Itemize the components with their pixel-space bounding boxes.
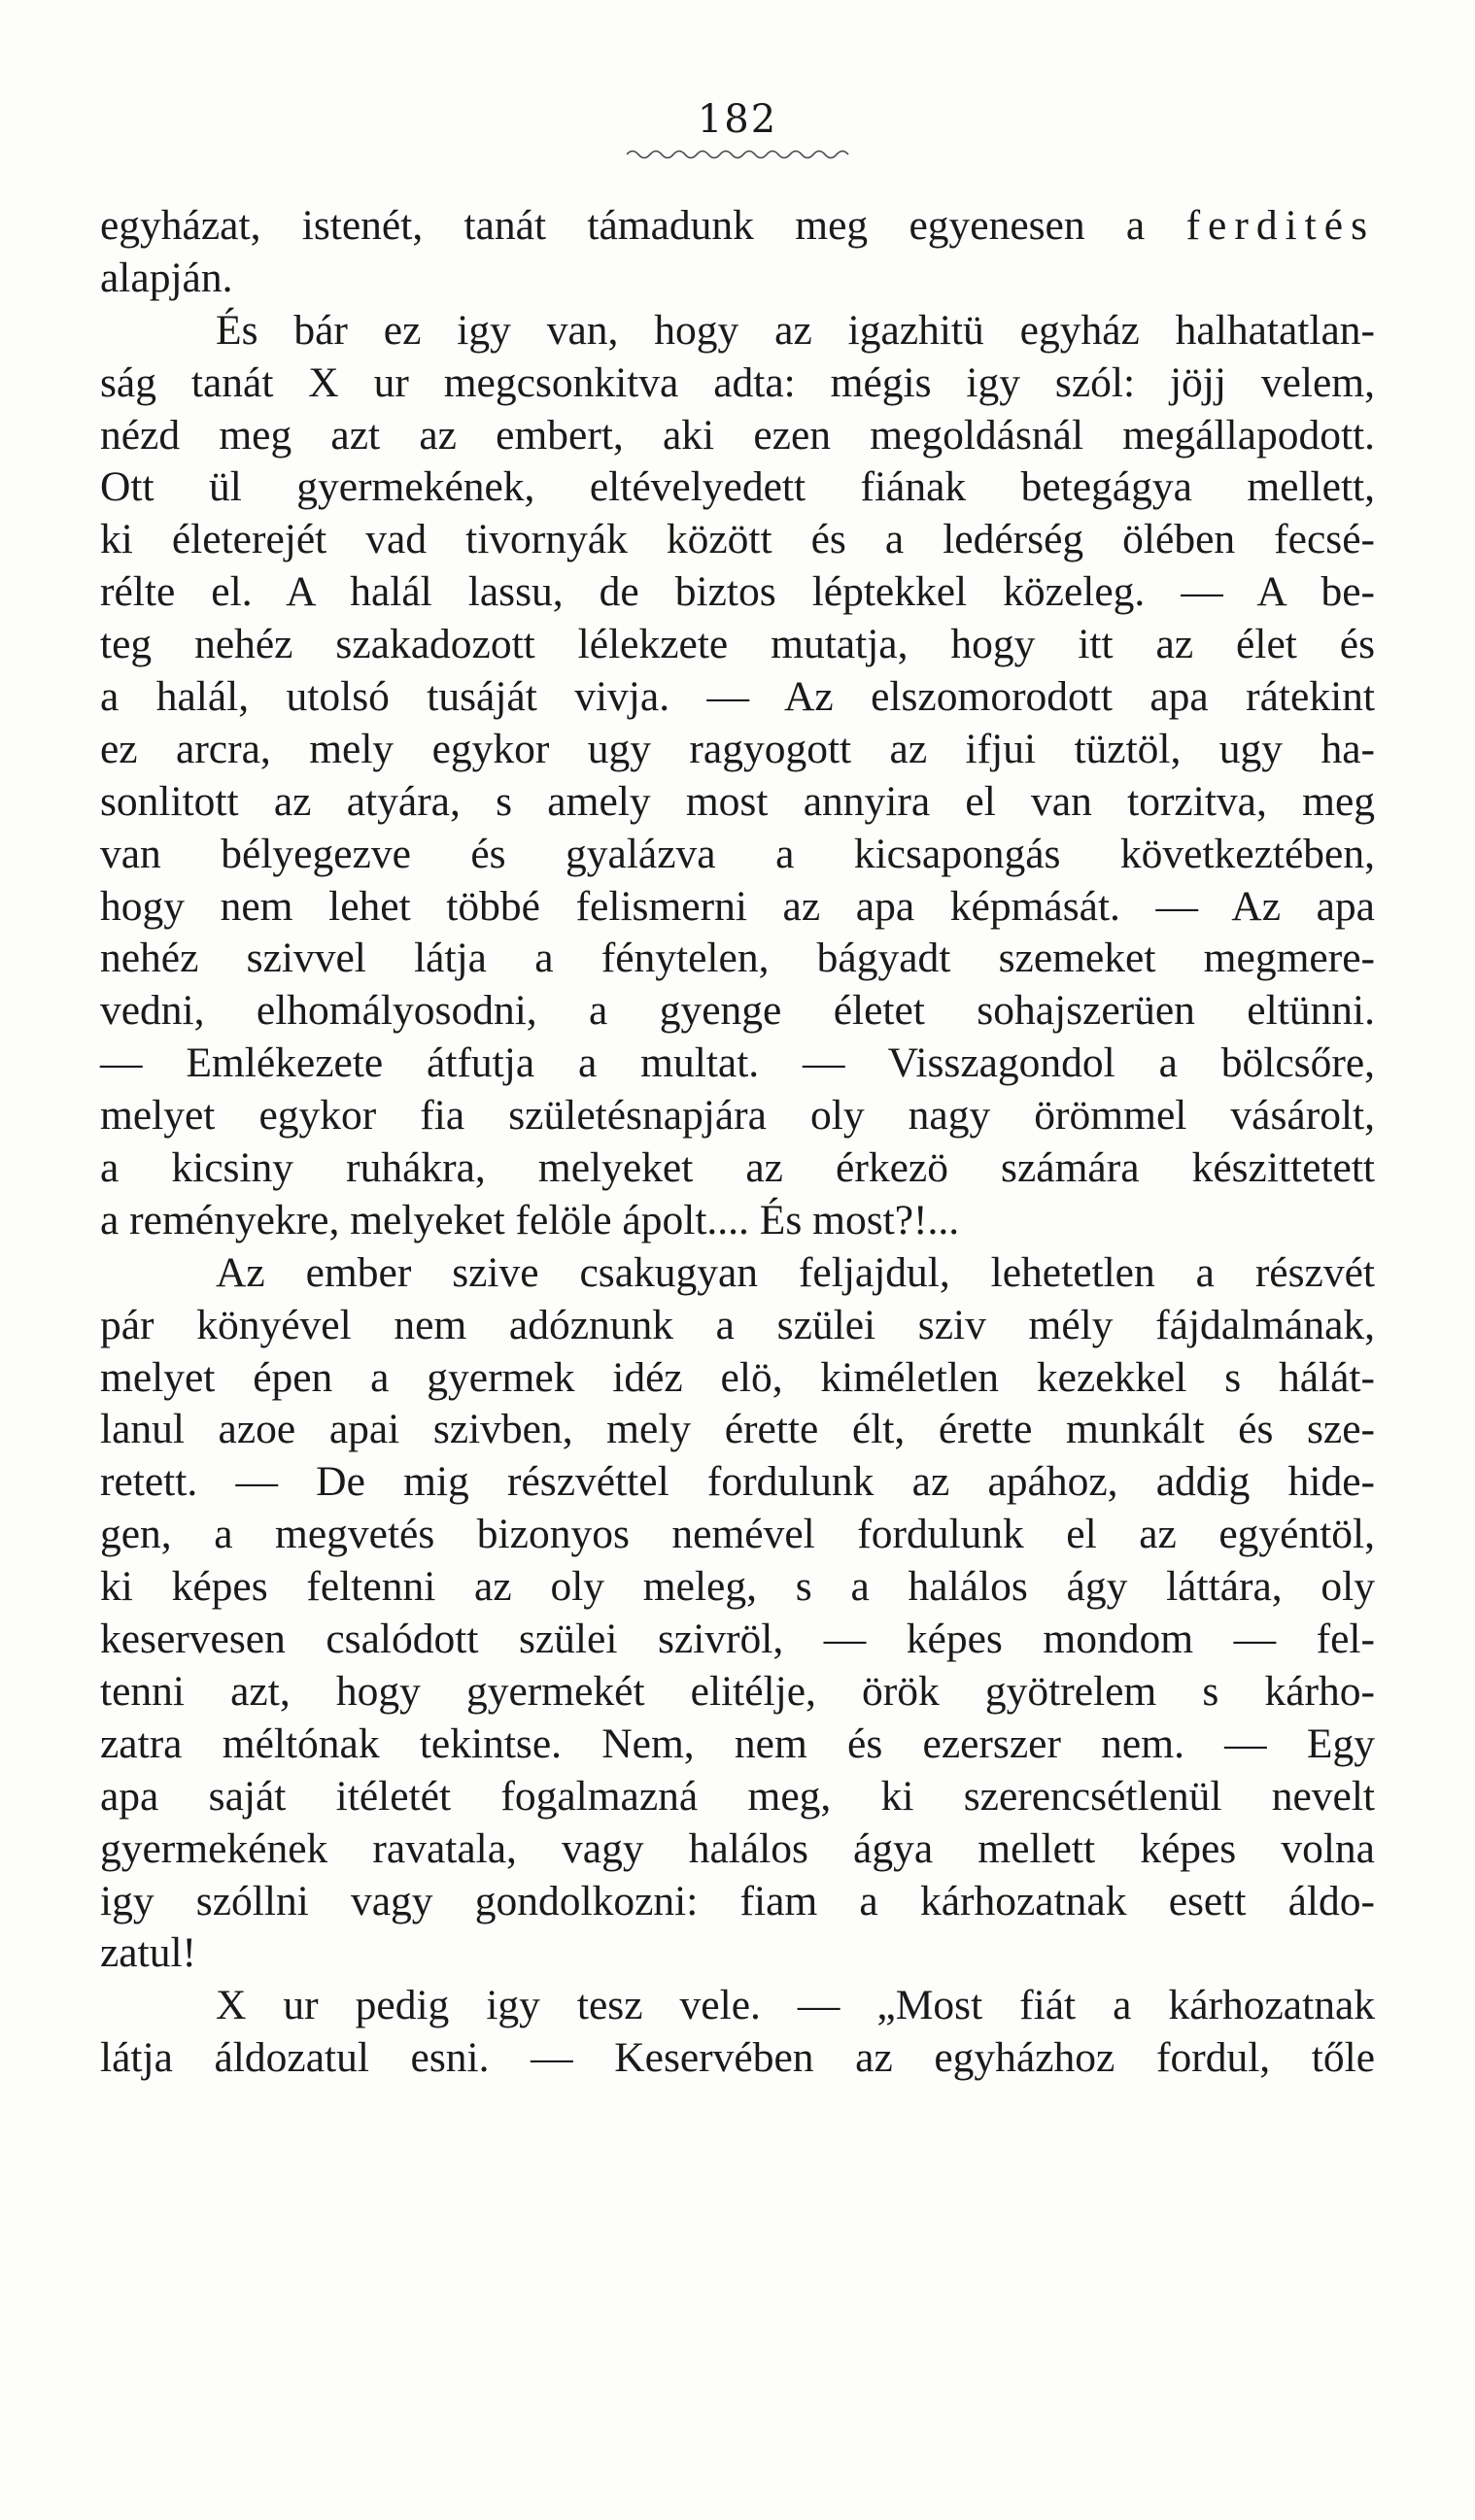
text-line: zatul! xyxy=(100,1929,197,1977)
text-line: a kicsiny ruhákra, melyeket az érkezö számára készittetett xyxy=(100,1144,1375,1192)
ornament-divider xyxy=(627,148,850,161)
text-line: keservesen csalódott szülei szivröl, — képes mondom — fel- xyxy=(100,1616,1375,1663)
text-line: rélte el. A halál lassu, de biztos léptekkel közeleg. — A be- xyxy=(100,568,1375,616)
text-line: Az ember szive csakugyan feljajdul, lehetetlen a részvét xyxy=(216,1248,1375,1296)
text-line: gyermekének ravatala, vagy halálos ágya mellett képes volna xyxy=(100,1824,1375,1872)
emphasized-word: ferdités xyxy=(1185,202,1375,249)
text-line: teg nehéz szakadozott lélekzete mutatja, hogy itt az élet és xyxy=(100,621,1375,668)
text-line: nézd meg azt az embert, aki ezen megoldásnál megállapodott. xyxy=(100,411,1375,459)
text-line: alapján. xyxy=(100,254,233,301)
text-line: retett. — De mig részvéttel fordulunk az apához, addig hide- xyxy=(100,1458,1375,1506)
body-text xyxy=(100,200,1375,2085)
text-line: X ur pedig igy tesz vele. — „Most fiát a kárhozatnak xyxy=(216,1982,1375,2029)
text-line: igy szóllni vagy gondolkozni: fiam a kárhozatnak esett áldo- xyxy=(100,1877,1375,1924)
text-line: hogy nem lehet többé felismerni az apa képmását. — Az apa xyxy=(100,882,1375,930)
text-line xyxy=(100,200,1375,253)
text-line: ság tanát X ur megcsonkitva adta: mégis igy szól: jöjj velem, xyxy=(100,358,1375,406)
text-line: a reményekre, melyeket felöle ápolt.... És most?!... xyxy=(100,1196,960,1243)
text-span: egyházat, istenét, tanát támadunk meg egyenesen a xyxy=(100,202,1186,249)
text-line: ki életerejét vad tivornyák között és a ledérség ölében fecsé- xyxy=(100,516,1375,563)
text-line: van bélyegezve és gyalázva a kicsapongás következtében, xyxy=(100,830,1375,877)
text-line: a halál, utolsó tusáját vivja. — Az elszomorodott apa rátekint xyxy=(100,673,1375,721)
text-line: vedni, elhomályosodni, a gyenge életet sohajszerüen eltünni. xyxy=(100,987,1375,1035)
text-line: nehéz szivvel látja a fénytelen, bágyadt szemeket megmere- xyxy=(100,935,1375,982)
text-line: gen, a megvetés bizonyos nemével fordulunk el az egyéntöl, xyxy=(100,1511,1375,1558)
text-line: apa saját itéletét fogalmazná meg, ki szerencsétlenül nevelt xyxy=(100,1772,1375,1820)
text-line: zatra méltónak tekintse. Nem, nem és ezerszer nem. — Egy xyxy=(100,1720,1375,1767)
text-line: ez arcra, mely egykor ugy ragyogott az ifjui tüztöl, ugy ha- xyxy=(100,725,1375,772)
text-line: Ott ül gyermekének, eltévelyedett fiának betegágya mellett, xyxy=(100,463,1375,511)
text-line: látja áldozatul esni. — Keservében az egyházhoz fordul, tőle xyxy=(100,2034,1375,2082)
text-line: És bár ez igy van, hogy az igazhitü egyház halhatatlan- xyxy=(216,306,1375,354)
text-line: sonlitott az atyára, s amely most annyira el van torzitva, meg xyxy=(100,777,1375,825)
text-line: tenni azt, hogy gyermekét elitélje, örök gyötrelem s kárho- xyxy=(100,1667,1375,1715)
text-line: ki képes feltenni az oly meleg, s a halálos ágy láttára, oly xyxy=(100,1563,1375,1611)
text-line: — Emlékezete átfutja a multat. — Visszagondol a bölcsőre, xyxy=(100,1039,1375,1087)
page-number: 182 xyxy=(697,97,778,142)
text-line: pár könyével nem adóznunk a szülei sziv mély fájdalmának, xyxy=(100,1301,1375,1348)
text-line: lanul azoe apai szivben, mely érette élt, érette munkált és sze- xyxy=(100,1406,1375,1453)
text-line: melyet épen a gyermek idéz elö, kiméletlen kezekkel s hálát- xyxy=(100,1353,1375,1401)
text-line: melyet egykor fia születésnapjára oly nagy örömmel vásárolt, xyxy=(100,1092,1375,1140)
